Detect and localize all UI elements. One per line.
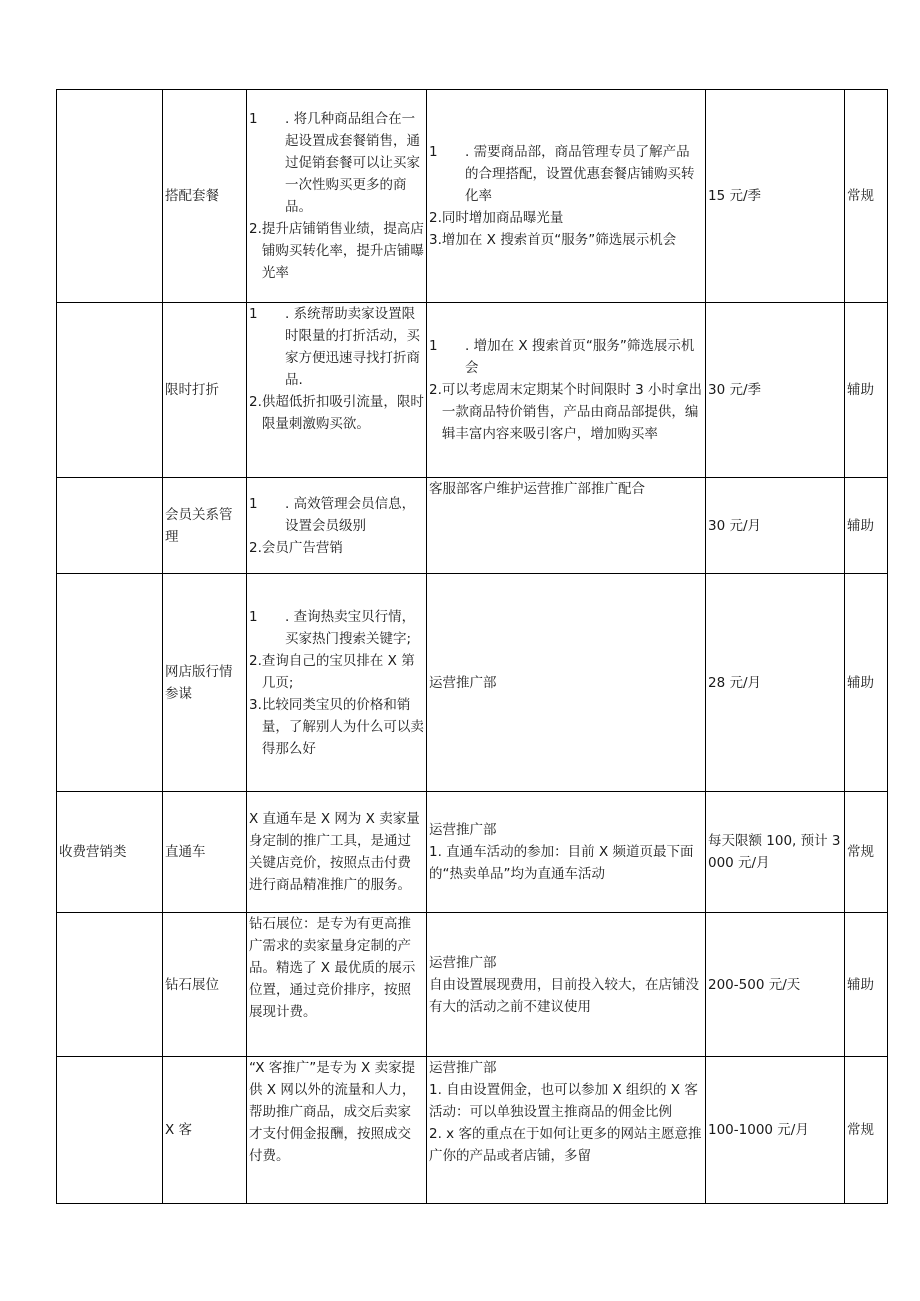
cost-cell: 30 元/季 [706,303,845,478]
tool-name-cell: 网店版行情参谋 [163,574,247,792]
list-item: 1 . 增加在 X 搜索首页“服务”筛选展示机会 [429,338,695,376]
type-cell: 辅助 [845,303,888,478]
list-item: 1 . 查询热卖宝贝行情，买家热门搜索关键字; [249,608,416,647]
type-cell: 辅助 [845,574,888,792]
notes-cell: 运营推广部 自由设置展现费用，目前投入较大，在店铺没有大的活动之前不建议使用 [427,913,706,1057]
notes-cell: 运营推广部 1. 自由设置佣金，也可以参加 X 组织的 X 客活动：可以单独设置主推商品的佣金比例 2. x 客的重点在于如何让更多的网站主愿意推广你的产品或者店铺，多留 [427,1057,706,1204]
table-row [57,792,888,913]
list-item: 2. 查询自己的宝贝排在 X 第几页; [249,652,415,691]
cost-cell: 28 元/月 [706,574,845,792]
list-item: 1 . 将几种商品组合在一起设置成套餐销售，通过促销套餐可以让买家一次性购买更多的商品。 [249,111,420,215]
cost-cell: 15 元/季 [706,90,845,303]
cost-cell: 30 元/月 [706,478,845,574]
tool-name-cell: X 客 [163,1057,247,1204]
tool-name-cell: 搭配套餐 [163,90,247,303]
features-cell [247,90,427,303]
type-cell: 常规 [845,792,888,913]
category-cell [57,303,163,478]
features-cell [247,478,427,574]
type-cell: 辅助 [845,913,888,1057]
category-cell [57,90,163,303]
category-cell [57,574,163,792]
list-item: 2. 同时增加商品曝光量 [429,210,564,226]
tool-name-cell: 直通车 [163,792,247,913]
notes-cell: 运营推广部 1. 直通车活动的参加：目前 X 频道页最下面的“热卖单品”均为直通车活动 [427,792,706,913]
features-cell: “X 客推广”是专为 X 卖家提供 X 网以外的流量和人力，帮助推广商品，成交后卖家才支付佣金报酬，按照成交付费。 [247,1057,427,1204]
tool-name-cell: 钻石展位 [163,913,247,1057]
table-row [57,913,888,1057]
list-item: 3. 比较同类宝贝的价格和销量，了解别人为什么可以卖得那么好 [249,696,424,757]
tool-name-cell: 会员关系管理 [163,478,247,574]
cost-cell: 每天限额 100, 预计 3000 元/月 [706,792,845,913]
table-row [57,90,888,303]
list-item: 3. 增加在 X 搜索首页“服务”筛选展示机会 [429,232,677,248]
list-item: 2. 会员广告营销 [249,539,343,556]
category-cell: 收费营销类 [57,792,163,913]
table-row [57,574,888,792]
type-cell: 辅助 [845,478,888,574]
features-cell: X 直通车是 X 网为 X 卖家量身定制的推广工具，是通过关键店竞价，按照点击付费进行商品精准推广的服务。 [247,792,427,913]
cost-cell: 100-1000 元/月 [706,1057,845,1204]
category-cell [57,1057,163,1204]
type-cell: 常规 [845,90,888,303]
table-row [57,478,888,574]
type-cell: 常规 [845,1057,888,1204]
list-item: 2. 提升店铺销售业绩，提高店铺购买转化率，提升店铺曝光率 [249,221,424,281]
category-cell [57,478,163,574]
category-cell [57,913,163,1057]
marketing-tools-table [56,89,888,1204]
table-row [57,1057,888,1204]
table-row [57,303,888,478]
notes-cell [427,90,706,303]
list-item: 2. 可以考虑周末定期某个时间限时 3 小时拿出一款商品特价销售，产品由商品部提供，编辑丰富内容来吸引客户，增加购买率 [429,382,703,442]
notes-cell [427,303,706,478]
notes-cell: 客服部客户维护运营推广部推广配合 [427,478,706,574]
cost-cell: 200-500 元/天 [706,913,845,1057]
tool-name-cell: 限时打折 [163,303,247,478]
features-cell [247,303,427,478]
notes-cell: 运营推广部 [427,574,706,792]
list-item: 1 . 系统帮助卖家设置限时限量的打折活动，买家方便迅速寻找打折商品. [249,306,420,388]
list-item: 2. 供超低折扣吸引流量，限时限量刺激购买欲。 [249,394,424,432]
features-cell: 钻石展位：是专为有更高推广需求的卖家量身定制的产品。精选了 X 最优质的展示位置，通过竞价排序，按照展现计费。 [247,913,427,1057]
features-cell [247,574,427,792]
list-item: 1 . 高效管理会员信息，设置会员级别 [249,495,416,534]
list-item: 1 . 需要商品部，商品管理专员了解产品的合理搭配，设置优惠套餐店铺购买转化率 [429,144,695,204]
